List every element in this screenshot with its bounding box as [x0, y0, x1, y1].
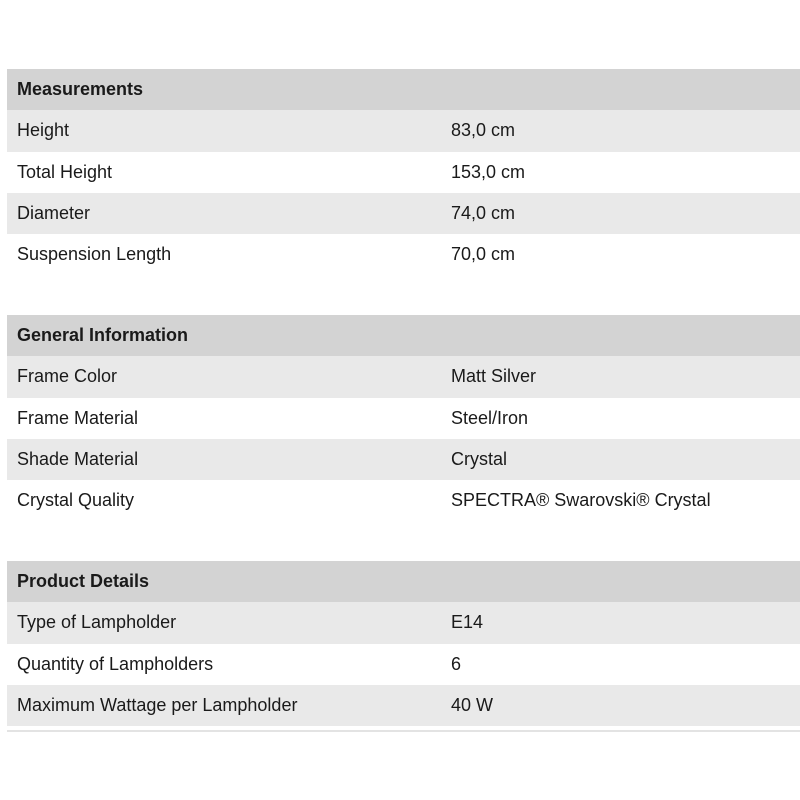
table-row	[7, 644, 800, 685]
product-details-table	[7, 561, 800, 726]
section-title: General Information	[17, 325, 189, 346]
row-value: 70,0 cm	[451, 244, 516, 265]
table-row	[7, 356, 800, 397]
table-row	[7, 439, 800, 480]
table-row	[7, 110, 800, 151]
row-value: 83,0 cm	[451, 120, 516, 141]
row-label: Frame Color	[17, 366, 118, 387]
row-label: Diameter	[17, 203, 91, 224]
row-label: Frame Material	[17, 407, 139, 428]
row-value: 74,0 cm	[451, 203, 516, 224]
row-value: E14	[451, 612, 484, 633]
table-row	[7, 193, 800, 234]
table-row	[7, 398, 800, 439]
section-title: Measurements	[17, 79, 144, 100]
row-value: 6	[451, 653, 462, 674]
row-label: Total Height	[17, 161, 113, 182]
row-label: Quantity of Lampholders	[17, 653, 214, 674]
table-row	[7, 602, 800, 643]
row-label: Crystal Quality	[17, 490, 135, 511]
table-row	[7, 234, 800, 275]
row-label: Type of Lampholder	[17, 612, 177, 633]
table-row	[7, 480, 800, 521]
row-label: Height	[17, 120, 70, 141]
section-header	[7, 315, 800, 356]
row-value: 153,0 cm	[451, 161, 526, 182]
row-value: Crystal	[451, 449, 508, 470]
measurements-table	[7, 69, 800, 275]
row-label: Suspension Length	[17, 244, 172, 265]
table-row	[7, 152, 800, 193]
row-value: 40 W	[451, 695, 494, 716]
general-information-table	[7, 315, 800, 521]
table-row	[7, 685, 800, 726]
row-value: Matt Silver	[451, 366, 537, 387]
row-value: SPECTRA® Swarovski® Crystal	[451, 490, 711, 511]
row-label: Maximum Wattage per Lampholder	[17, 695, 298, 716]
table-bottom-divider	[7, 730, 800, 732]
section-header	[7, 69, 800, 110]
section-title: Product Details	[17, 571, 150, 592]
section-header	[7, 561, 800, 602]
row-value: Steel/Iron	[451, 407, 529, 428]
row-label: Shade Material	[17, 449, 139, 470]
